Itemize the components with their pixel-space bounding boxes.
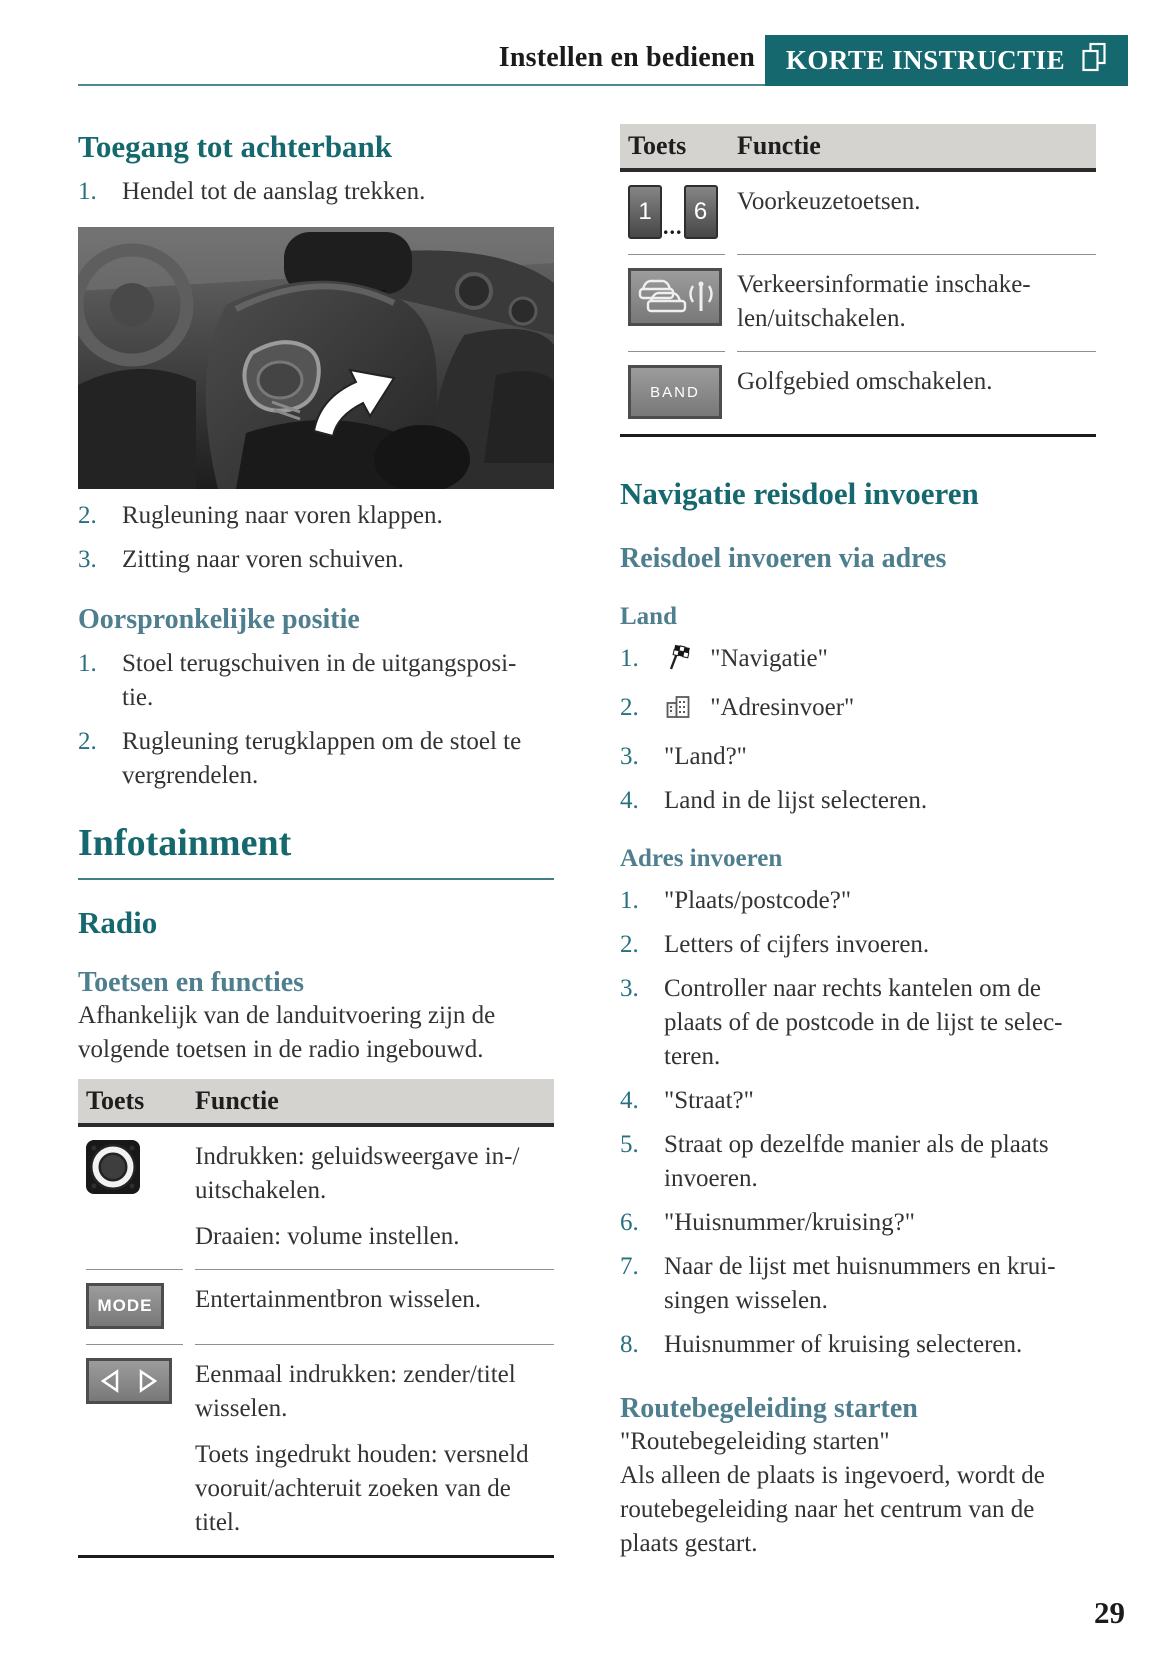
step-text: Huisnummer of kruising selecteren. <box>664 1330 1023 1358</box>
column-header-function: Functie <box>737 131 821 160</box>
step-text: "Huisnummer/kruising?" <box>664 1208 915 1236</box>
band-button-label: BAND <box>650 383 700 401</box>
country-step-3 <box>620 740 1096 774</box>
function-cell <box>195 1270 554 1345</box>
step-text: Hendel tot de aanslag trekken. <box>122 178 426 206</box>
key-cell <box>86 1127 183 1270</box>
address-step-5 <box>620 1128 1096 1196</box>
table-row <box>620 172 1096 255</box>
route-guidance-body: Als alleen de plaats is ingevoerd, wordt de routebegeleiding naar het centrum van de plaats gestart. <box>620 1462 1045 1558</box>
traffic-information-icon <box>628 268 722 326</box>
step-number: 2. <box>78 727 97 755</box>
band-button-icon <box>628 365 722 419</box>
destination-via-address-title: Reisdoel invoeren via adres <box>620 543 947 575</box>
radio-key-function-table <box>78 1079 554 1558</box>
function-text: Indrukken: geluidsweergave in-/ uitschakelen. <box>195 1143 520 1205</box>
route-guidance-quote: "Routebegeleiding starten" <box>620 1428 890 1456</box>
original-position-step-1 <box>78 647 554 715</box>
left-column <box>78 110 554 1558</box>
checkered-flag-icon <box>664 643 692 681</box>
chapter-tab <box>765 35 1128 86</box>
right-column <box>620 110 1096 1561</box>
step-text: Straat op dezelfde manier als de plaats invoeren. <box>664 1130 1049 1192</box>
step-text: Controller naar rechts kantelen om de plaats of de postcode in de lijst te selec- teren. <box>664 974 1063 1070</box>
step-number: 1. <box>78 178 97 206</box>
key-cell <box>628 172 725 255</box>
step-text: Land in de lijst selecteren. <box>664 786 928 814</box>
table-row <box>620 352 1096 434</box>
step-number: 2. <box>620 930 639 958</box>
step-number: 3. <box>78 546 97 574</box>
step-text: Letters of cijfers invoeren. <box>664 930 930 958</box>
address-step-4 <box>620 1084 1096 1118</box>
address-step-3 <box>620 972 1096 1074</box>
chapter-tab-label: KORTE INSTRUCTIE <box>785 45 1066 75</box>
address-step-8 <box>620 1328 1096 1362</box>
seek-left-right-icon <box>86 1358 172 1404</box>
step-number: 1. <box>620 644 639 672</box>
step-text: "Land?" <box>664 742 747 770</box>
step-text: "Adresinvoer" <box>710 693 855 721</box>
step-number: 1. <box>78 649 97 677</box>
address-step-6 <box>620 1206 1096 1240</box>
function-text: Eenmaal indrukken: zender/titel wisselen. <box>195 1361 516 1423</box>
car-interior-seat-lever-photo <box>78 227 554 489</box>
function-cell <box>737 352 1096 434</box>
table-header-row <box>78 1079 554 1127</box>
column-header-key: Toets <box>628 131 687 160</box>
header-section-label: Instellen en bedienen <box>498 42 755 73</box>
function-cell <box>195 1345 554 1555</box>
function-text: Golfgebied omschakelen. <box>737 368 993 395</box>
function-cell <box>737 255 1096 352</box>
function-cell <box>737 172 1096 255</box>
function-text: Entertainmentbron wisselen. <box>195 1286 482 1314</box>
function-text: Draaien: volume instellen. <box>195 1223 460 1251</box>
ellipsis-dots: ... <box>663 214 683 239</box>
keys-functions-title: Toetsen en functies <box>78 966 305 998</box>
table-row <box>78 1270 554 1345</box>
column-header-key: Toets <box>86 1086 145 1116</box>
step-text: "Straat?" <box>664 1086 754 1114</box>
step-text: Zitting naar voren schuiven. <box>122 546 404 574</box>
function-text: Voorkeuzetoetsen. <box>737 188 921 215</box>
step-text: Stoel terugschuiven in de uitgangsposi- tie. <box>122 649 517 711</box>
function-cell <box>195 1127 554 1270</box>
original-position-step-2 <box>78 725 554 793</box>
step-text: Rugleuning naar voren klappen. <box>122 502 443 530</box>
country-step-2 <box>620 691 1096 730</box>
step-number: 8. <box>620 1330 639 1358</box>
step-number: 3. <box>620 974 639 1002</box>
radio-intro-text: Afhankelijk van de landuitvoering zijn de volgende toetsen in de radio ingebouwd. <box>78 1002 496 1064</box>
table-row <box>620 255 1096 352</box>
address-step-2 <box>620 928 1096 962</box>
rear-access-step-1 <box>78 175 554 209</box>
key-cell <box>86 1345 183 1555</box>
address-entry-title: Adres invoeren <box>620 844 783 872</box>
step-number: 5. <box>620 1130 639 1158</box>
rear-access-step-3 <box>78 543 554 577</box>
preset-keys-icon <box>628 185 725 239</box>
step-number: 1. <box>620 886 639 914</box>
copy-pages-icon <box>1081 42 1107 80</box>
step-number: 7. <box>620 1252 639 1280</box>
country-step-1 <box>620 642 1096 681</box>
step-number: 3. <box>620 742 639 770</box>
volume-knob-icon <box>86 1181 140 1198</box>
page-number: 29 <box>1094 1595 1125 1630</box>
mode-button-label: MODE <box>97 1296 153 1316</box>
step-text: "Plaats/postcode?" <box>664 886 852 914</box>
country-step-4 <box>620 784 1096 818</box>
step-text: Rugleuning terugklappen om de stoel te vergrendelen. <box>122 727 522 789</box>
key-cell <box>86 1270 183 1345</box>
mode-button-icon <box>86 1283 164 1329</box>
column-header-function: Functie <box>195 1086 279 1116</box>
rear-access-step-2 <box>78 499 554 533</box>
table-row <box>78 1345 554 1555</box>
navigation-title: Navigatie reisdoel invoeren <box>620 476 979 511</box>
function-text: Verkeersinformatie inschake- len/uitschakelen. <box>737 271 1031 332</box>
step-number: 4. <box>620 1086 639 1114</box>
country-title: Land <box>620 602 677 630</box>
address-step-1 <box>620 884 1096 918</box>
step-number: 2. <box>620 693 639 721</box>
preset-key-6: 6 <box>684 185 718 239</box>
key-cell <box>628 352 725 434</box>
step-text: "Navigatie" <box>710 644 828 672</box>
step-text: Naar de lijst met huisnummers en krui- singen wisselen. <box>664 1252 1056 1314</box>
table-header-row <box>620 124 1096 172</box>
header-rule <box>78 84 765 86</box>
preset-key-1: 1 <box>628 185 662 239</box>
radio-title: Radio <box>78 905 158 941</box>
infotainment-title: Infotainment <box>78 821 554 881</box>
buildings-icon <box>664 692 692 730</box>
address-step-7 <box>620 1250 1096 1318</box>
radio-key-function-table-continued <box>620 124 1096 437</box>
original-position-title: Oorspronkelijke positie <box>78 604 360 636</box>
step-number: 6. <box>620 1208 639 1236</box>
route-guidance-title: Routebegeleiding starten <box>620 1392 918 1424</box>
step-number: 4. <box>620 786 639 814</box>
function-text: Toets ingedrukt houden: versneld vooruit/achteruit zoeken van de titel. <box>195 1441 529 1537</box>
table-row <box>78 1127 554 1270</box>
step-number: 2. <box>78 502 97 530</box>
key-cell <box>628 255 725 352</box>
rear-access-title: Toegang tot achterbank <box>78 129 393 164</box>
